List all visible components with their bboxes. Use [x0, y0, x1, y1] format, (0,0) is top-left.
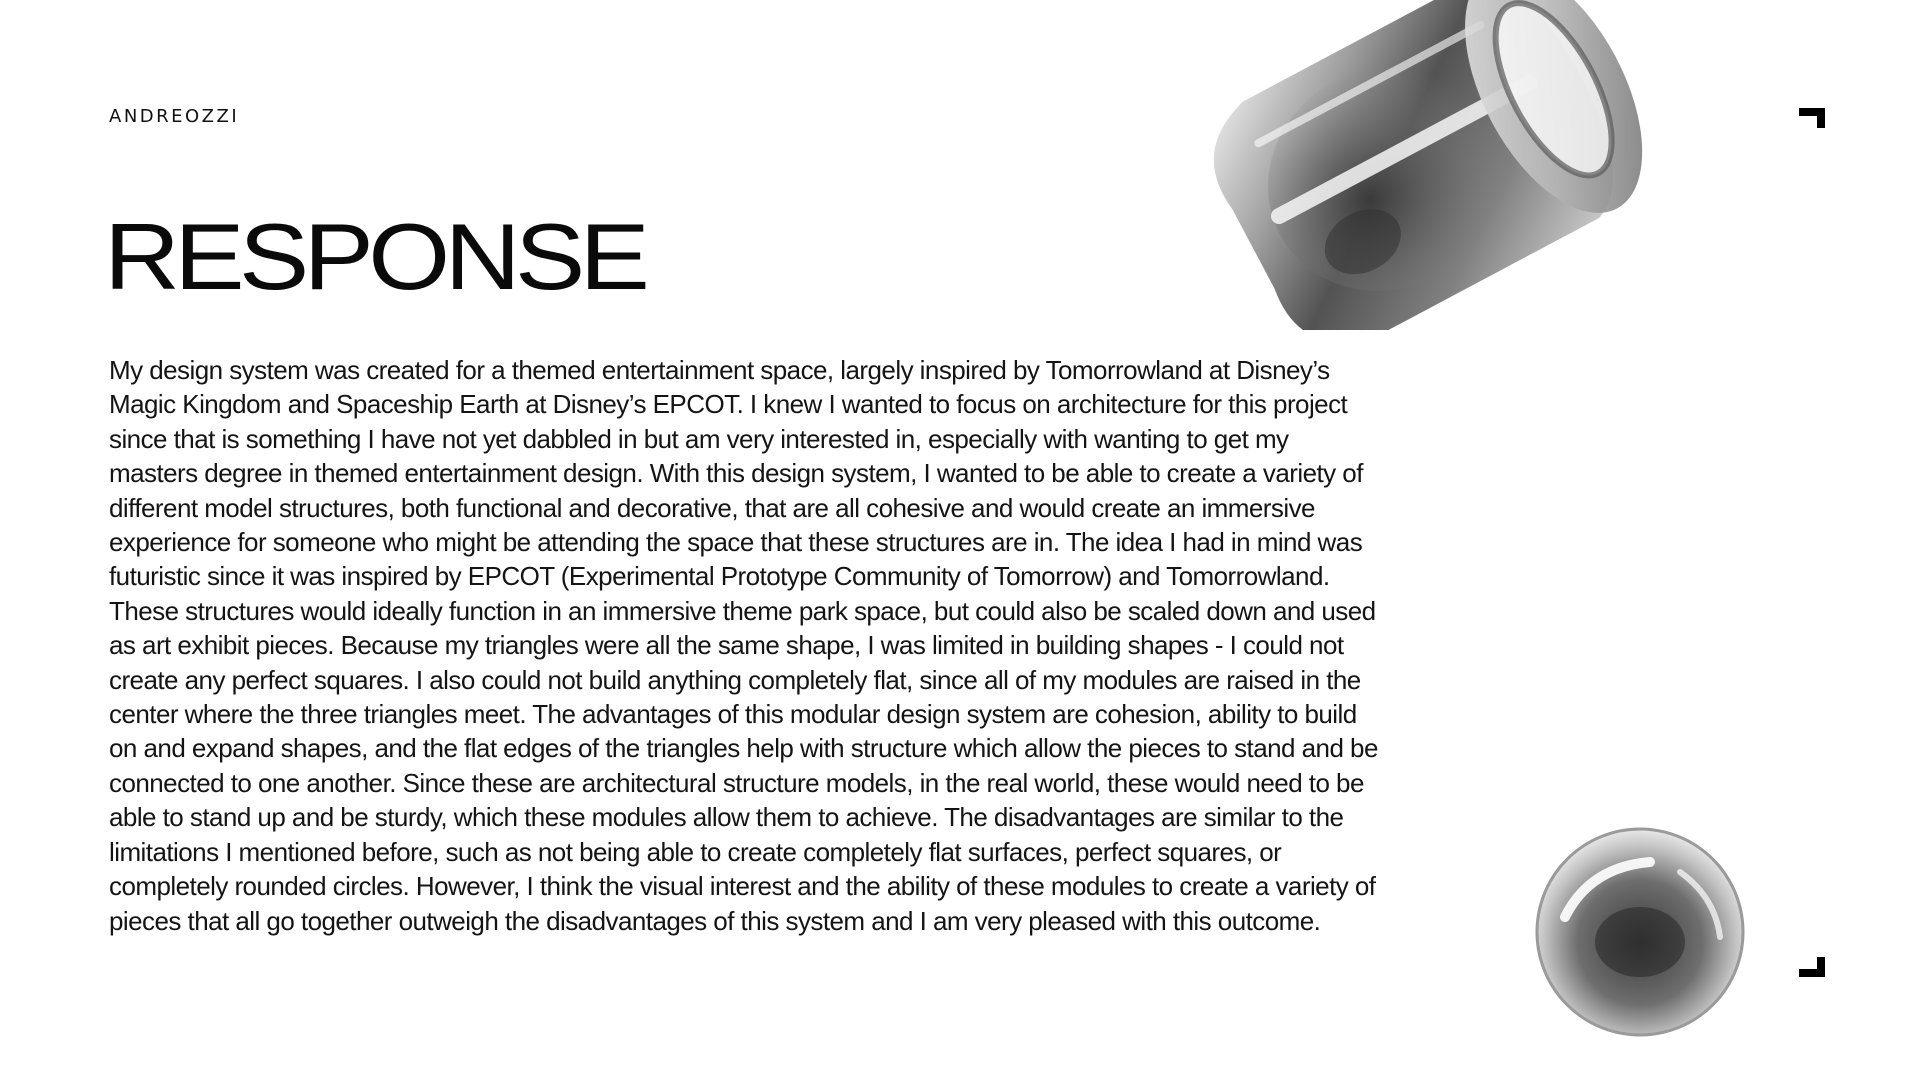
glass-cylinder-image	[1170, 0, 1690, 330]
brand-name: ANDREOZZI	[109, 106, 240, 127]
page-title: RESPONSE	[104, 204, 645, 309]
body-paragraph: My design system was created for a themed entertainment space, largely inspired by Tomorrowland at Disney’s Magic Kingdom and Spaceship Earth at Disney’s EPCOT. I knew I wanted to focus on architecture for this project since that is something I have not yet dabbled in but am very interested in, especially with wanting to get my masters degree in themed entertainment design. With this design system, I wanted to be able to create a variety of different model structures, both functional and decorative, that are all cohesive and would create an immersive experience for someone who might be attending the space that these structures are in. The idea I had in mind was futuristic since it was inspired by EPCOT (Experimental Prototype Community of Tomorrow) and Tomorrowland. These structures would ideally function in an immersive theme park space, but could also be scaled down and used as art exhibit pieces. Because my triangles were all the same shape, I was limited in building shapes - I could not create any perfect squares. I also could not build anything completely flat, since all of my modules are raised in the center where the three triangles meet. The advantages of this modular design system are cohesion, ability to build on and expand shapes, and the flat edges of the triangles help with structure which allow the pieces to stand and be connected to one another. Since these are architectural structure models, in the real world, these would need to be able to stand up and be sturdy, which these modules allow them to achieve. The disadvantages are similar to the limitations I mentioned before, such as not being able to create completely flat surfaces, perfect squares, or completely rounded circles. However, I think the visual interest and the ability of these modules to create a variety of pieces that all go together outweigh the disadvantages of this system and I am very pleased with this outcome.	[109, 355, 1378, 936]
bracket-icon	[1799, 957, 1825, 977]
bracket-icon	[1799, 108, 1825, 128]
glass-sphere-image	[1530, 822, 1750, 1042]
